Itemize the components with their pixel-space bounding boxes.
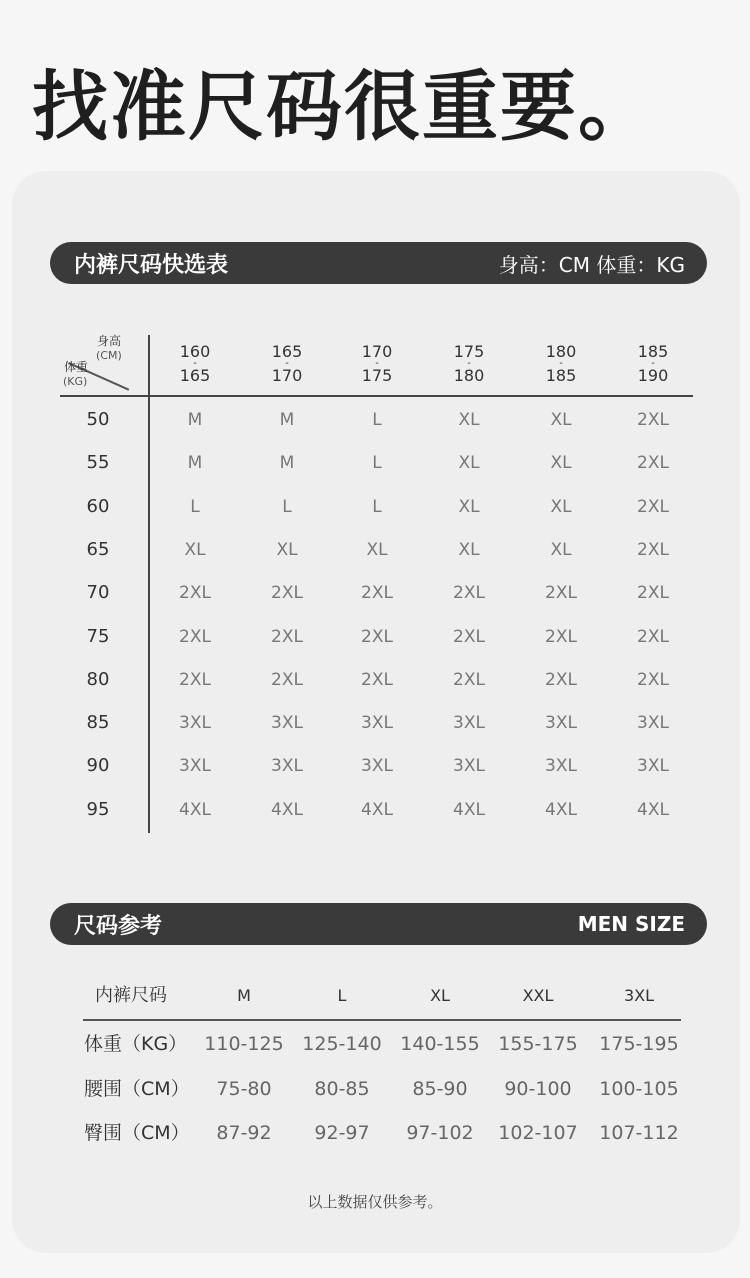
- size-cell: 2XL: [453, 669, 485, 690]
- weight-row-label: 50: [86, 409, 110, 430]
- reference-size-header: 3XL: [623, 986, 655, 1005]
- weight-row-label: 95: [86, 798, 110, 820]
- size-cell: M: [187, 410, 203, 430]
- height-range-to: 175: [361, 366, 393, 385]
- size-cell: L: [372, 410, 382, 430]
- size-cell: 2XL: [179, 669, 211, 690]
- height-range-from: 170: [361, 342, 393, 361]
- reference-size-header: XL: [430, 986, 450, 1005]
- size-cell: XL: [550, 453, 572, 474]
- reference-value-cell: 155-175: [498, 1033, 578, 1055]
- height-range-header: [165, 343, 225, 385]
- weight-row-label: 85: [86, 712, 110, 734]
- corner-height-label: 身高: [97, 334, 122, 348]
- size-cell: XL: [458, 453, 480, 474]
- reference-value-cell: 80-85: [314, 1077, 370, 1100]
- size-cell: XL: [458, 410, 480, 430]
- reference-value-cell: 175-195: [599, 1033, 679, 1055]
- size-cell: 3XL: [179, 713, 211, 734]
- size-cell: 4XL: [361, 799, 393, 820]
- size-cell: 3XL: [271, 713, 303, 734]
- reference-title: 尺码参考: [74, 913, 163, 939]
- height-range-dash: -: [193, 358, 197, 369]
- size-cell: 2XL: [179, 626, 211, 647]
- size-cell: 3XL: [545, 756, 577, 777]
- height-range-header: [623, 343, 683, 385]
- height-range-header: [257, 343, 317, 385]
- size-cell: XL: [458, 496, 480, 517]
- reference-value-cell: 87-92: [216, 1122, 272, 1144]
- size-cell: 2XL: [271, 583, 303, 604]
- height-range-to: 165: [179, 366, 211, 385]
- quick-chart-title: 内裤尺码快选表: [74, 252, 229, 278]
- size-cell: 4XL: [179, 799, 211, 820]
- height-range-from: 165: [271, 342, 303, 361]
- height-range-to: 170: [271, 366, 303, 385]
- height-range-dash: -: [559, 358, 563, 369]
- size-cell: XL: [458, 539, 480, 560]
- size-cell: M: [279, 410, 295, 430]
- height-range-from: 180: [545, 342, 577, 361]
- reference-value-cell: 140-155: [400, 1033, 480, 1055]
- weight-row-label: 75: [86, 625, 110, 647]
- height-range-dash: -: [467, 358, 471, 369]
- reference-header-divider: [83, 1019, 681, 1021]
- reference-value-cell: 75-80: [216, 1077, 272, 1100]
- reference-value-cell: 90-100: [504, 1077, 572, 1100]
- size-cell: 2XL: [637, 583, 669, 604]
- size-cell: 2XL: [453, 583, 485, 604]
- page-title: 找准尺码很重要。: [32, 62, 656, 151]
- corner-weight-label: 体重: [64, 360, 89, 374]
- height-range-header: [531, 343, 591, 385]
- reference-header-bar: [50, 903, 707, 945]
- reference-header-label: 内裤尺码: [95, 985, 167, 1006]
- chart-header-divider: [60, 395, 693, 397]
- size-cell: 2XL: [361, 583, 393, 604]
- height-range-dash: -: [375, 358, 379, 369]
- size-cell: 2XL: [545, 669, 577, 690]
- size-cell: 2XL: [361, 669, 393, 690]
- size-cell: 3XL: [271, 756, 303, 777]
- size-cell: 3XL: [637, 713, 669, 734]
- size-cell: 4XL: [637, 799, 669, 820]
- size-cell: L: [372, 453, 382, 474]
- size-cell: M: [279, 453, 295, 474]
- size-cell: 2XL: [453, 626, 485, 647]
- size-cell: 2XL: [545, 583, 577, 604]
- reference-value-cell: 110-125: [204, 1033, 284, 1055]
- weight-row-label: 65: [86, 538, 110, 560]
- size-cell: XL: [276, 539, 298, 560]
- size-cell: 2XL: [271, 626, 303, 647]
- reference-size-header: L: [337, 986, 347, 1005]
- reference-value-cell: 102-107: [498, 1122, 578, 1144]
- height-range-to: 190: [637, 366, 669, 385]
- size-cell: 2XL: [361, 626, 393, 647]
- reference-value-cell: 97-102: [406, 1122, 474, 1144]
- height-range-from: 160: [179, 342, 211, 361]
- size-cell: XL: [550, 410, 572, 430]
- reference-value-cell: 92-97: [314, 1122, 370, 1144]
- size-cell: XL: [550, 496, 572, 517]
- reference-value-cell: 107-112: [599, 1122, 679, 1144]
- chart-vertical-divider: [148, 335, 150, 833]
- height-range-from: 175: [453, 342, 485, 361]
- size-cell: XL: [184, 539, 206, 560]
- corner-weight-unit: (KG): [63, 375, 88, 388]
- reference-value-cell: 125-140: [302, 1033, 382, 1055]
- weight-row-label: 80: [86, 668, 110, 690]
- size-cell: XL: [550, 539, 572, 560]
- height-range-dash: -: [651, 358, 655, 369]
- reference-value-cell: 85-90: [412, 1077, 468, 1100]
- reference-row-label: 腰围（CM）: [84, 1077, 190, 1100]
- size-cell: 3XL: [637, 756, 669, 777]
- reference-size-header: M: [237, 986, 251, 1005]
- size-cell: 2XL: [637, 539, 669, 560]
- size-cell: 2XL: [637, 669, 669, 690]
- weight-row-label: 60: [86, 495, 110, 517]
- size-cell: 2XL: [271, 669, 303, 690]
- size-cell: 3XL: [179, 756, 211, 777]
- size-cell: 3XL: [361, 756, 393, 777]
- size-cell: 2XL: [545, 626, 577, 647]
- height-range-to: 185: [545, 366, 577, 385]
- reference-row-label: 体重（KG）: [84, 1033, 188, 1055]
- size-cell: L: [282, 496, 292, 517]
- size-cell: 3XL: [545, 713, 577, 734]
- size-cell: 2XL: [637, 453, 669, 474]
- size-cell: 4XL: [545, 799, 577, 820]
- size-cell: 3XL: [361, 713, 393, 734]
- height-range-from: 185: [637, 342, 669, 361]
- height-range-header: [439, 343, 499, 385]
- size-cell: M: [187, 453, 203, 474]
- corner-height-unit: (CM): [96, 349, 122, 362]
- reference-men-size-label: MEN SIZE: [577, 912, 685, 936]
- weight-row-label: 90: [86, 755, 110, 777]
- size-cell: 2XL: [637, 626, 669, 647]
- reference-row-label: 臀围（CM）: [84, 1122, 190, 1144]
- height-range-to: 180: [453, 366, 485, 385]
- size-cell: XL: [366, 539, 388, 560]
- height-range-header: [347, 343, 407, 385]
- quick-chart-units: 身高：CM 体重：KG: [498, 252, 685, 277]
- size-cell: L: [372, 496, 382, 517]
- reference-size-header: XXL: [522, 986, 554, 1005]
- size-cell: 4XL: [453, 799, 485, 820]
- footnote: 以上数据仅供参考。: [307, 1193, 443, 1211]
- size-cell: 2XL: [179, 583, 211, 604]
- height-range-dash: -: [285, 358, 289, 369]
- quick-chart-header-bar: [50, 242, 707, 284]
- reference-value-cell: 100-105: [599, 1077, 679, 1100]
- size-cell: 3XL: [453, 756, 485, 777]
- size-cell: 4XL: [271, 799, 303, 820]
- size-cell: 2XL: [637, 496, 669, 517]
- size-cell: L: [190, 496, 200, 517]
- weight-row-label: 55: [86, 452, 110, 474]
- size-cell: 2XL: [637, 410, 669, 430]
- size-cell: 3XL: [453, 713, 485, 734]
- weight-row-label: 70: [86, 582, 110, 604]
